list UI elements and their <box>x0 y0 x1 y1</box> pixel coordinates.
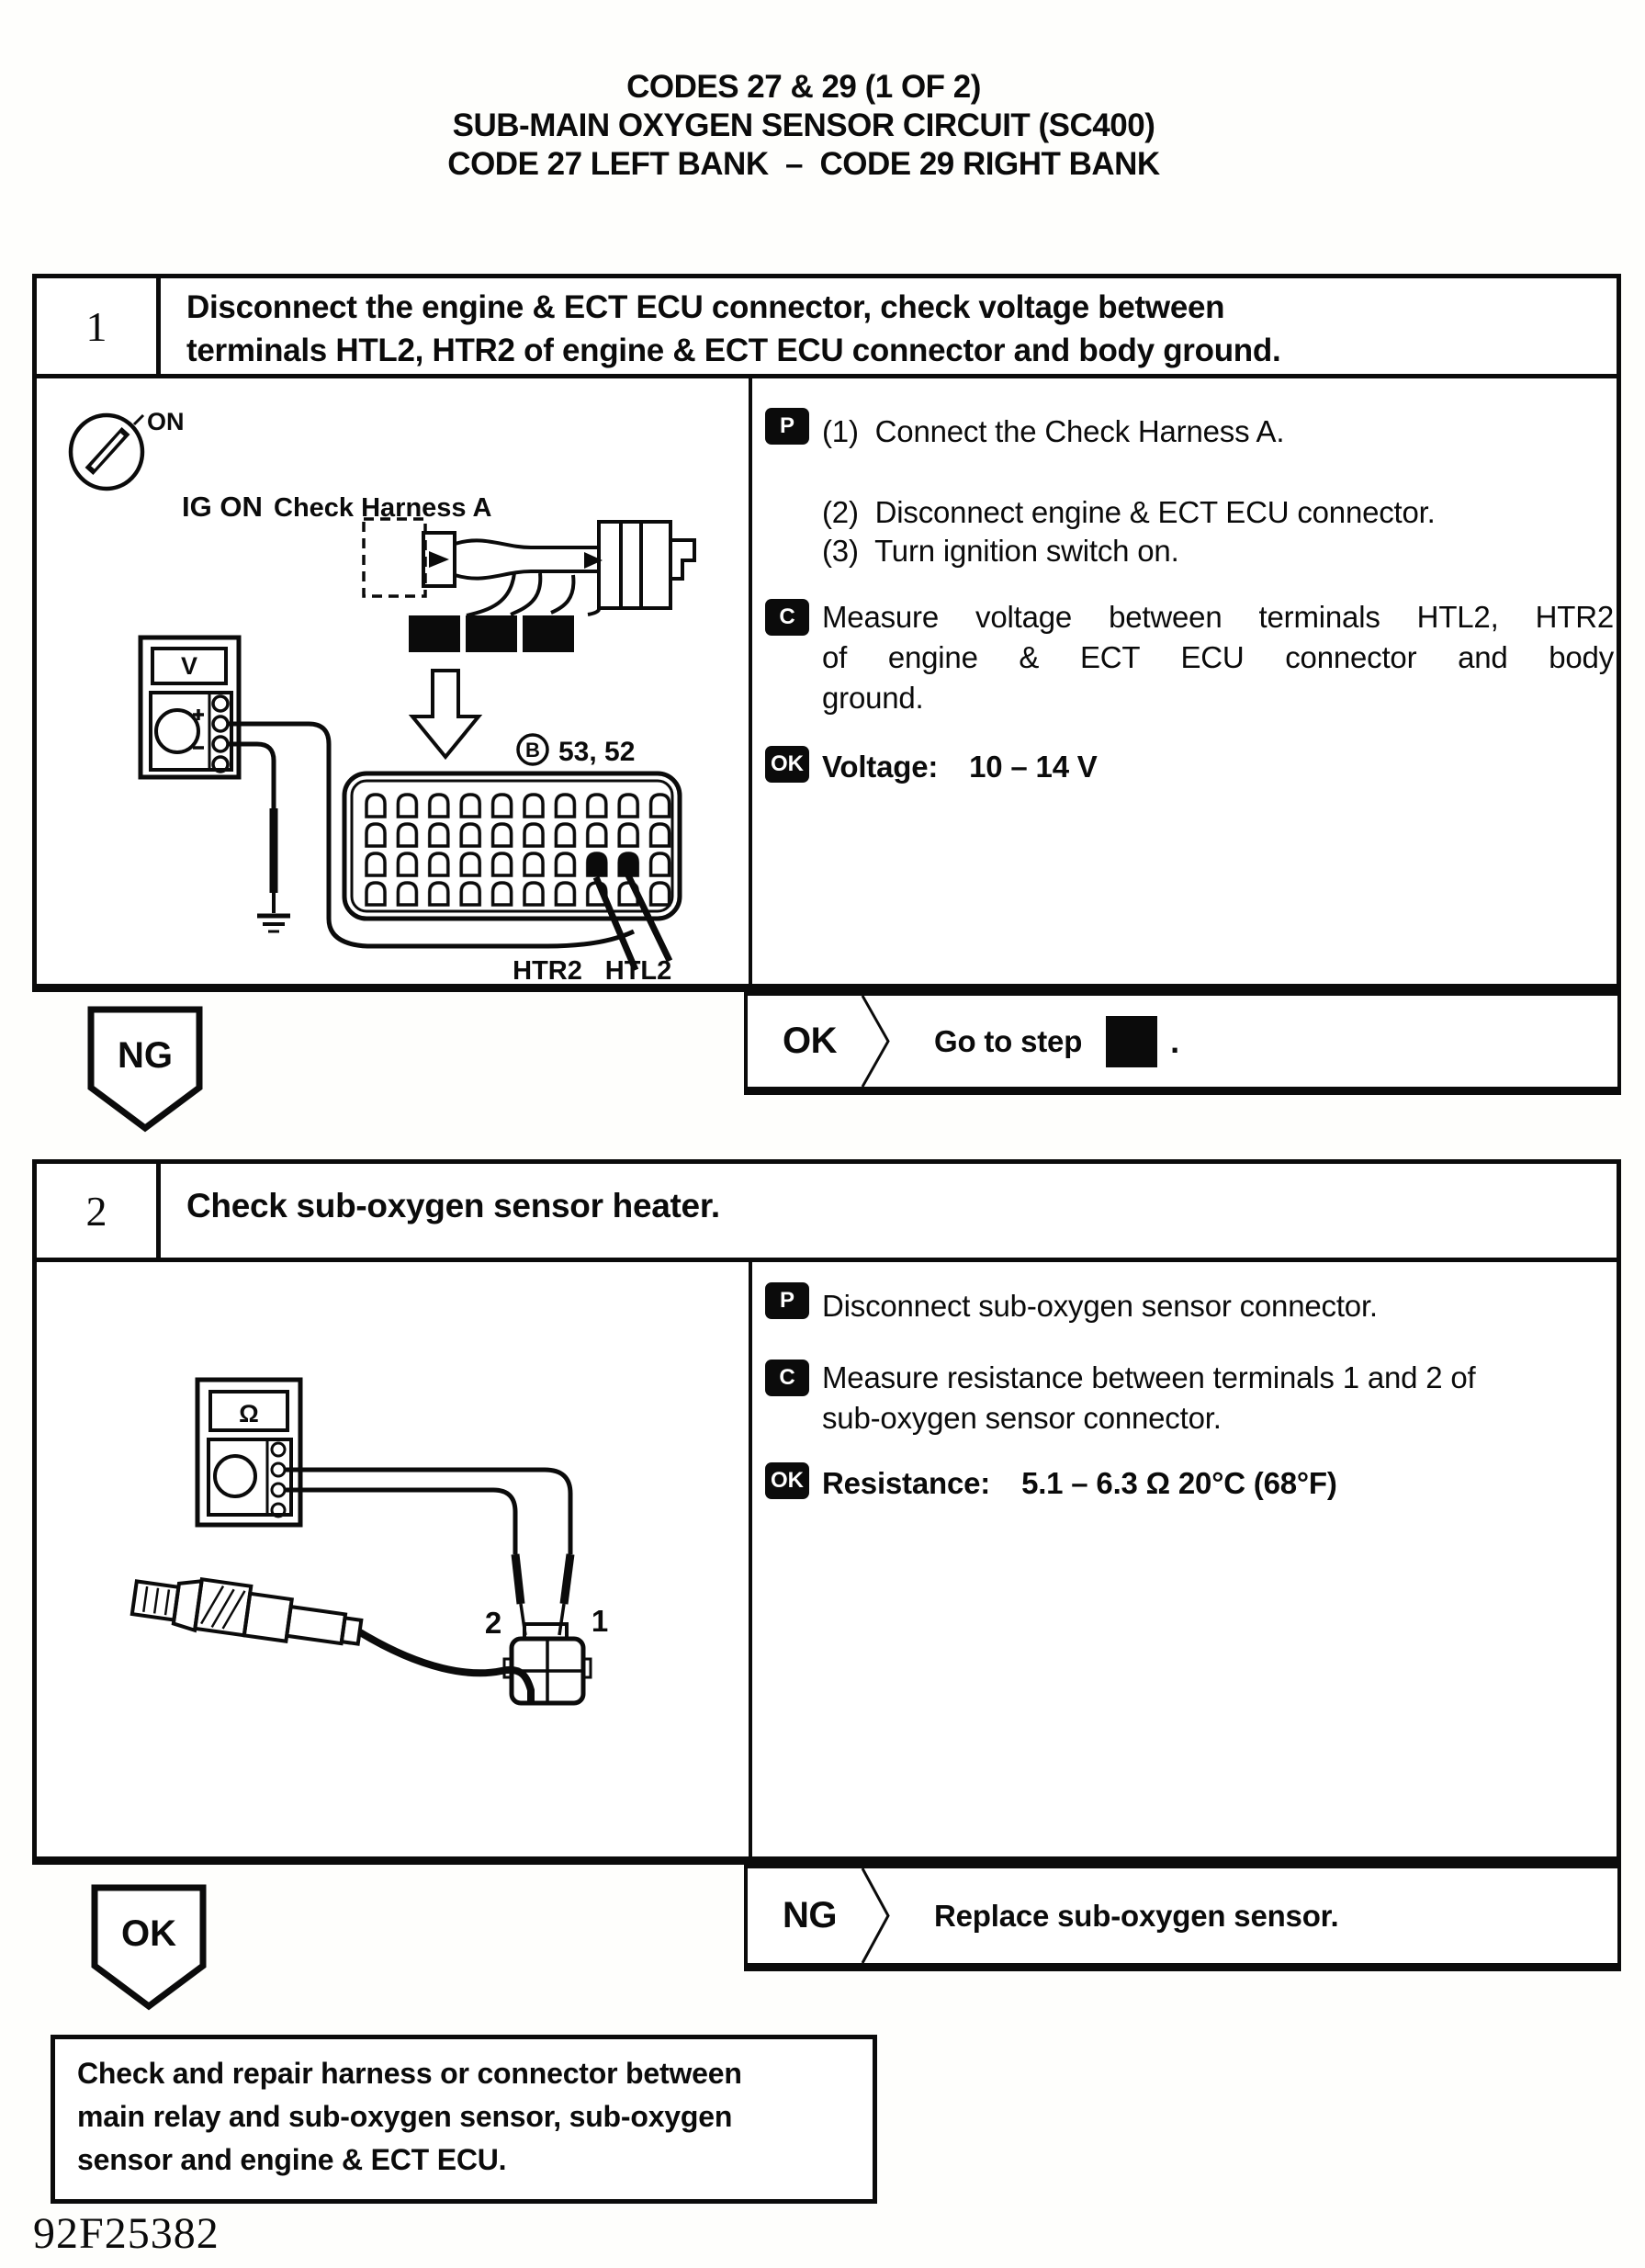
ground-icon <box>257 916 290 931</box>
step2-content <box>32 1262 1621 1865</box>
step2-check-line2: sub-oxygen sensor connector. <box>822 1401 1222 1435</box>
page-title-line2: SUB-MAIN OXYGEN SENSOR CIRCUIT (SC400) <box>452 107 1155 143</box>
ecu-dashed-outline <box>364 519 425 596</box>
connector-ref-pins: 53, 52 <box>558 737 636 767</box>
connector-ref-letter: B <box>525 739 540 762</box>
step2-diagram <box>37 1262 749 1865</box>
step2-header <box>161 1159 1621 1262</box>
page-title <box>32 68 1575 184</box>
ok-spec-badge-label: OK <box>771 751 804 776</box>
ecu-connector <box>344 773 680 919</box>
ignition-key-icon <box>71 415 143 489</box>
terminal-2-label: 2 <box>484 1606 502 1640</box>
check-badge-label: C <box>779 1365 795 1390</box>
check-harness-art <box>423 522 694 615</box>
step1-content <box>32 378 1621 992</box>
sensor-cable <box>360 1632 531 1701</box>
step2-check-line1: Measure resistance between terminals 1 and 2 of <box>822 1360 1476 1394</box>
ohmmeter-display-label: Ω <box>239 1400 259 1427</box>
step1-ok-action-row <box>744 992 1621 1095</box>
oxygen-sensor <box>131 1571 364 1653</box>
step2-spec-value: 5.1 – 6.3 Ω 20°C (68°F) <box>1021 1466 1337 1500</box>
step2-number-cell <box>32 1159 161 1262</box>
step2-ng-action-row <box>744 1865 1621 1971</box>
step2-ok-badge <box>90 1883 208 2014</box>
repair-note-line1: Check and repair harness or connector between <box>77 2057 742 2090</box>
chevron-right-icon <box>861 996 892 1087</box>
step2-title: Check sub-oxygen sensor heater. <box>186 1187 720 1224</box>
repair-note-box <box>51 2035 877 2204</box>
step1-check-line2: of engine & ECT ECU connector and body <box>822 640 1614 674</box>
sensor-connector <box>504 1624 591 1703</box>
step1-spec-label: Voltage: <box>822 750 939 784</box>
step2-instructions <box>752 1262 1617 1856</box>
harness-connector-blocks <box>409 615 574 652</box>
step1-prep-item2: (2) Disconnect engine & ECT ECU connector. <box>822 495 1436 529</box>
terminal-label-htl2: HTL2 <box>604 956 672 986</box>
step1-title-line2: terminals HTL2, HTR2 of engine & ECT ECU connector and body ground. <box>186 333 1281 368</box>
step1-number-cell <box>32 274 161 378</box>
down-arrow-icon <box>412 671 479 757</box>
check-badge <box>765 599 809 636</box>
page-title-line1: CODES 27 & 29 (1 OF 2) <box>626 69 981 105</box>
step2-check-text <box>822 1358 1614 1439</box>
step2-prep-text: Disconnect sub-oxygen sensor connector. <box>822 1289 1378 1323</box>
step2-ok-badge-label: OK <box>121 1913 176 1954</box>
step1-diagram <box>37 378 749 992</box>
check-badge-label: C <box>779 604 795 629</box>
chevron-right-icon <box>861 1868 892 1963</box>
step1-check-line3: ground. <box>822 681 924 715</box>
ok-spec-badge <box>765 1462 809 1499</box>
document-code: 92F25382 <box>33 2209 220 2258</box>
repair-note-line2: main relay and sub-oxygen sensor, sub-oxygen <box>77 2100 733 2133</box>
prepare-badge-label: P <box>779 1288 794 1313</box>
step2-spec-label: Resistance: <box>822 1466 991 1500</box>
step1-instructions <box>752 378 1617 984</box>
step1-ok-verdict: OK <box>783 1021 837 1061</box>
terminal-htr2-pin <box>588 853 606 875</box>
terminal-1-label: 1 <box>591 1604 609 1638</box>
step1-spec-value: 10 – 14 V <box>969 750 1098 784</box>
terminal-label-htr2: HTR2 <box>513 956 582 986</box>
step1-title-line1: Disconnect the engine & ECT ECU connector, check voltage between <box>186 289 1225 325</box>
ignition-on-label: ON <box>147 408 185 435</box>
check-badge <box>765 1360 809 1396</box>
ig-on-label: IG ON <box>182 491 263 523</box>
prepare-badge <box>765 1282 809 1319</box>
step1-ok-action-text: Go to step <box>934 1023 1083 1058</box>
step1-spec <box>822 750 1098 784</box>
step1-ok-action-period: . <box>1170 1021 1180 1060</box>
step1-check-line1: Measure voltage between terminals HTL2, HTR2 <box>822 600 1614 634</box>
voltmeter-display-label: V <box>180 652 198 680</box>
step2-ng-action-text: Replace sub-oxygen sensor. <box>934 1898 1339 1933</box>
ok-spec-badge <box>765 746 809 783</box>
check-harness-label: Check Harness A <box>274 493 492 523</box>
step1-prep-item3: (3) Turn ignition switch on. <box>822 534 1179 568</box>
repair-note-line3: sensor and engine & ECT ECU. <box>77 2143 507 2176</box>
page-title-line3: CODE 27 LEFT BANK – CODE 29 RIGHT BANK <box>447 146 1160 182</box>
step2-spec <box>822 1466 1337 1501</box>
step2-number: 2 <box>85 1187 107 1235</box>
step1-check-text <box>822 597 1614 718</box>
redacted-step-number <box>1106 1016 1157 1067</box>
step1-ng-badge <box>86 1005 204 1135</box>
prepare-badge-label: P <box>779 413 794 438</box>
ok-spec-badge-label: OK <box>771 1468 804 1493</box>
step1-header <box>161 274 1621 378</box>
step1-prep-item1: (1) Connect the Check Harness A. <box>822 414 1285 448</box>
step2-ng-verdict: NG <box>783 1895 837 1935</box>
prepare-badge <box>765 408 809 445</box>
terminal-htl2-pin <box>619 853 637 875</box>
step1-ng-badge-label: NG <box>118 1035 173 1076</box>
step1-number: 1 <box>85 302 107 350</box>
